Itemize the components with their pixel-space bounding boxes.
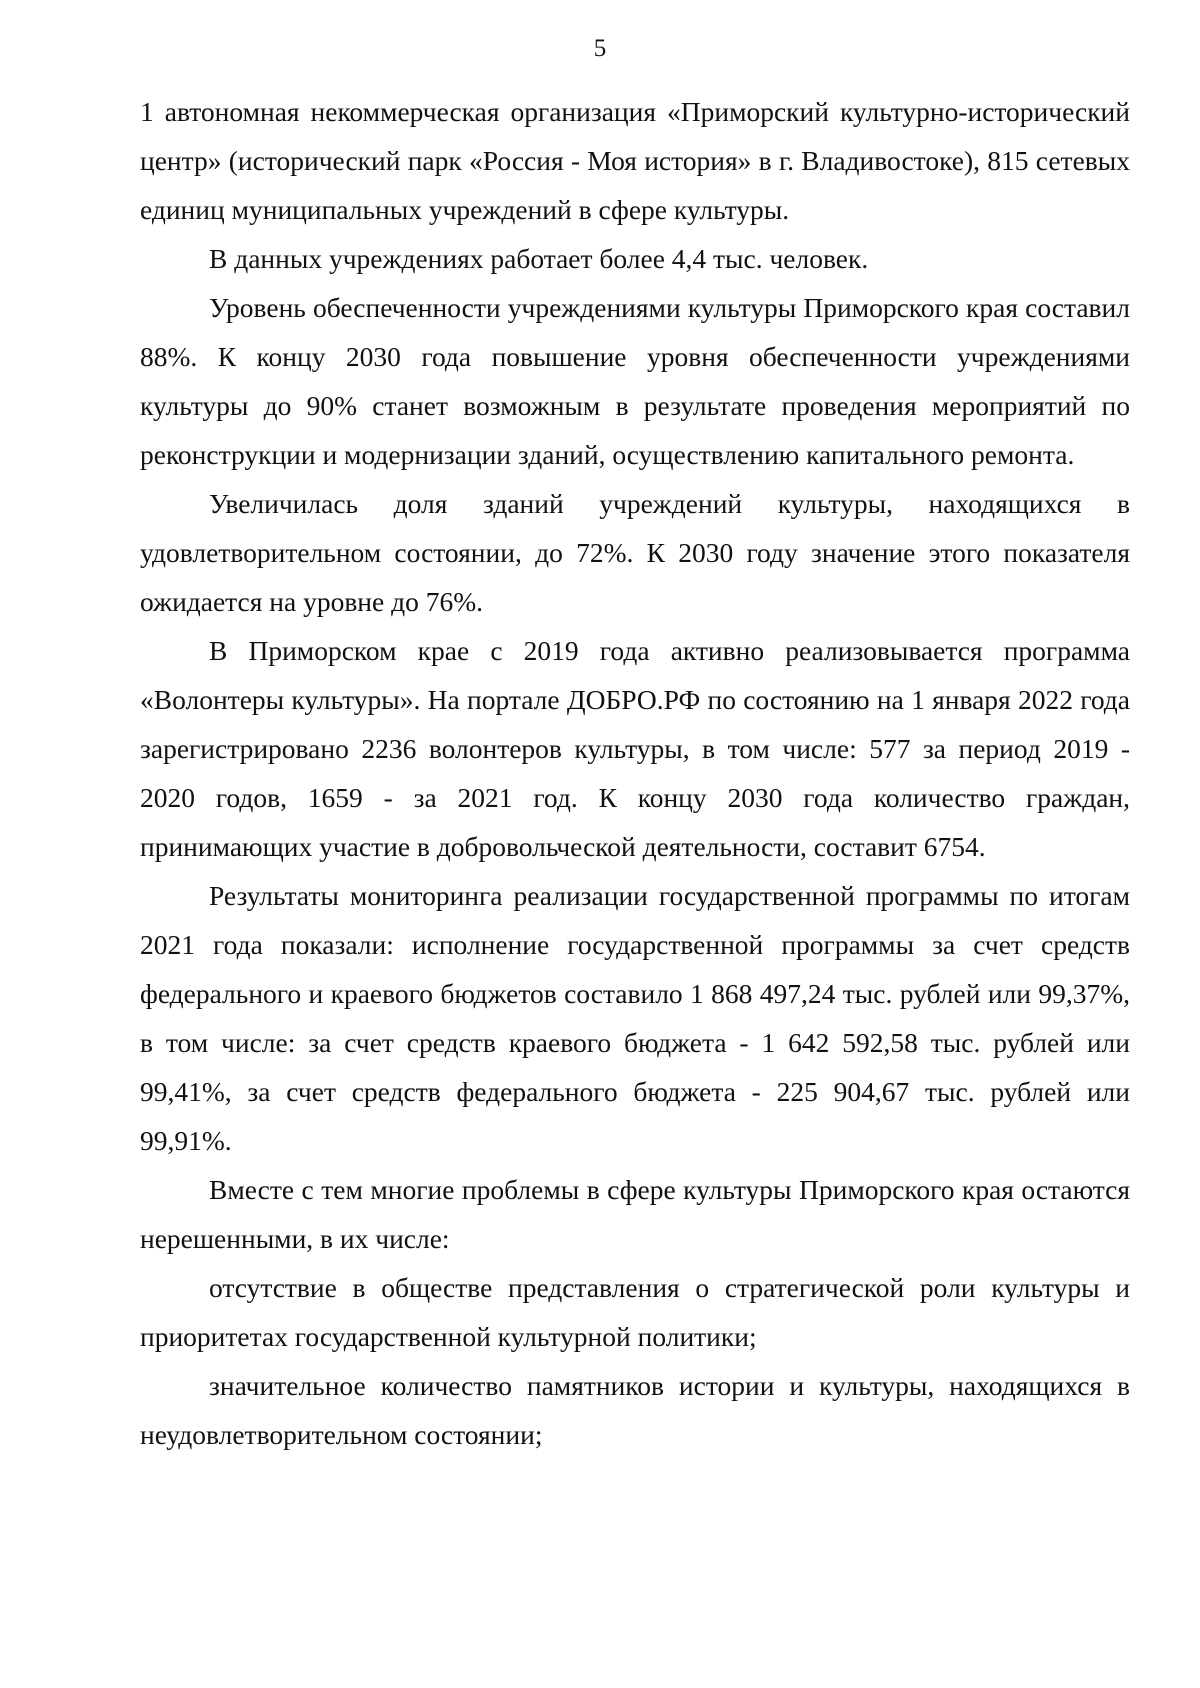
paragraph-provision-level: Уровень обеспеченности учреждениями культуры Приморского края составил 88%. К концу 2030 года повышение уровня обеспеченности учреждениями культуры до 90% станет возможным в результате проведения мероприятий по реконструкции и модернизации зданий, осуществлению капитального ремонта. xyxy=(140,292,1130,470)
paragraph-volunteers: В Приморском крае с 2019 года активно реализовывается программа «Волонтеры культуры». На портале ДОБРО.РФ по состоянию на 1 января 2022 года зарегистрировано 2236 волонтеров культуры, в том числе: 577 за период 2019 - 2020 годов, 1659 - за 2021 год. К концу 2030 года количество граждан, принимающих участие в добровольческой деятельности, составит 6754. xyxy=(140,635,1130,862)
document-body xyxy=(140,87,1130,1459)
paragraph-problems-intro: Вместе с тем многие проблемы в сфере культуры Приморского края остаются нерешенными, в их числе: xyxy=(140,1174,1130,1254)
paragraph-continuation: 1 автономная некоммерческая организация «Приморский культурно-исторический центр» (исторический парк «Россия - Моя история» в г. Владивостоке), 815 сетевых единиц муниципальных учреждений в сфере культуры. xyxy=(140,96,1130,225)
paragraph-building-condition: Увеличилась доля зданий учреждений культуры, находящихся в удовлетворительном состоянии, до 72%. К 2030 году значение этого показателя ожидается на уровне до 76%. xyxy=(140,488,1130,617)
paragraph-monitoring-results: Результаты мониторинга реализации государственной программы по итогам 2021 года показали: исполнение государственной программы за счет средств федерального и краевого бюджетов составило 1 868 497,24 тыс. рублей или 99,37%, в том числе: за счет средств краевого бюджета - 1 642 592,58 тыс. рублей или 99,41%, за счет средств федерального бюджета - 225 904,67 тыс. рублей или 99,91%. xyxy=(140,880,1130,1156)
paragraph-staff-count: В данных учреждениях работает более 4,4 тыс. человек. xyxy=(209,243,869,274)
page-number: 5 xyxy=(593,35,607,62)
paragraph-problem-item: отсутствие в обществе представления о стратегической роли культуры и приоритетах государственной культурной политики; xyxy=(140,1272,1130,1352)
paragraph-problem-item: значительное количество памятников истории и культуры, находящихся в неудовлетворительном состоянии; xyxy=(140,1370,1130,1450)
